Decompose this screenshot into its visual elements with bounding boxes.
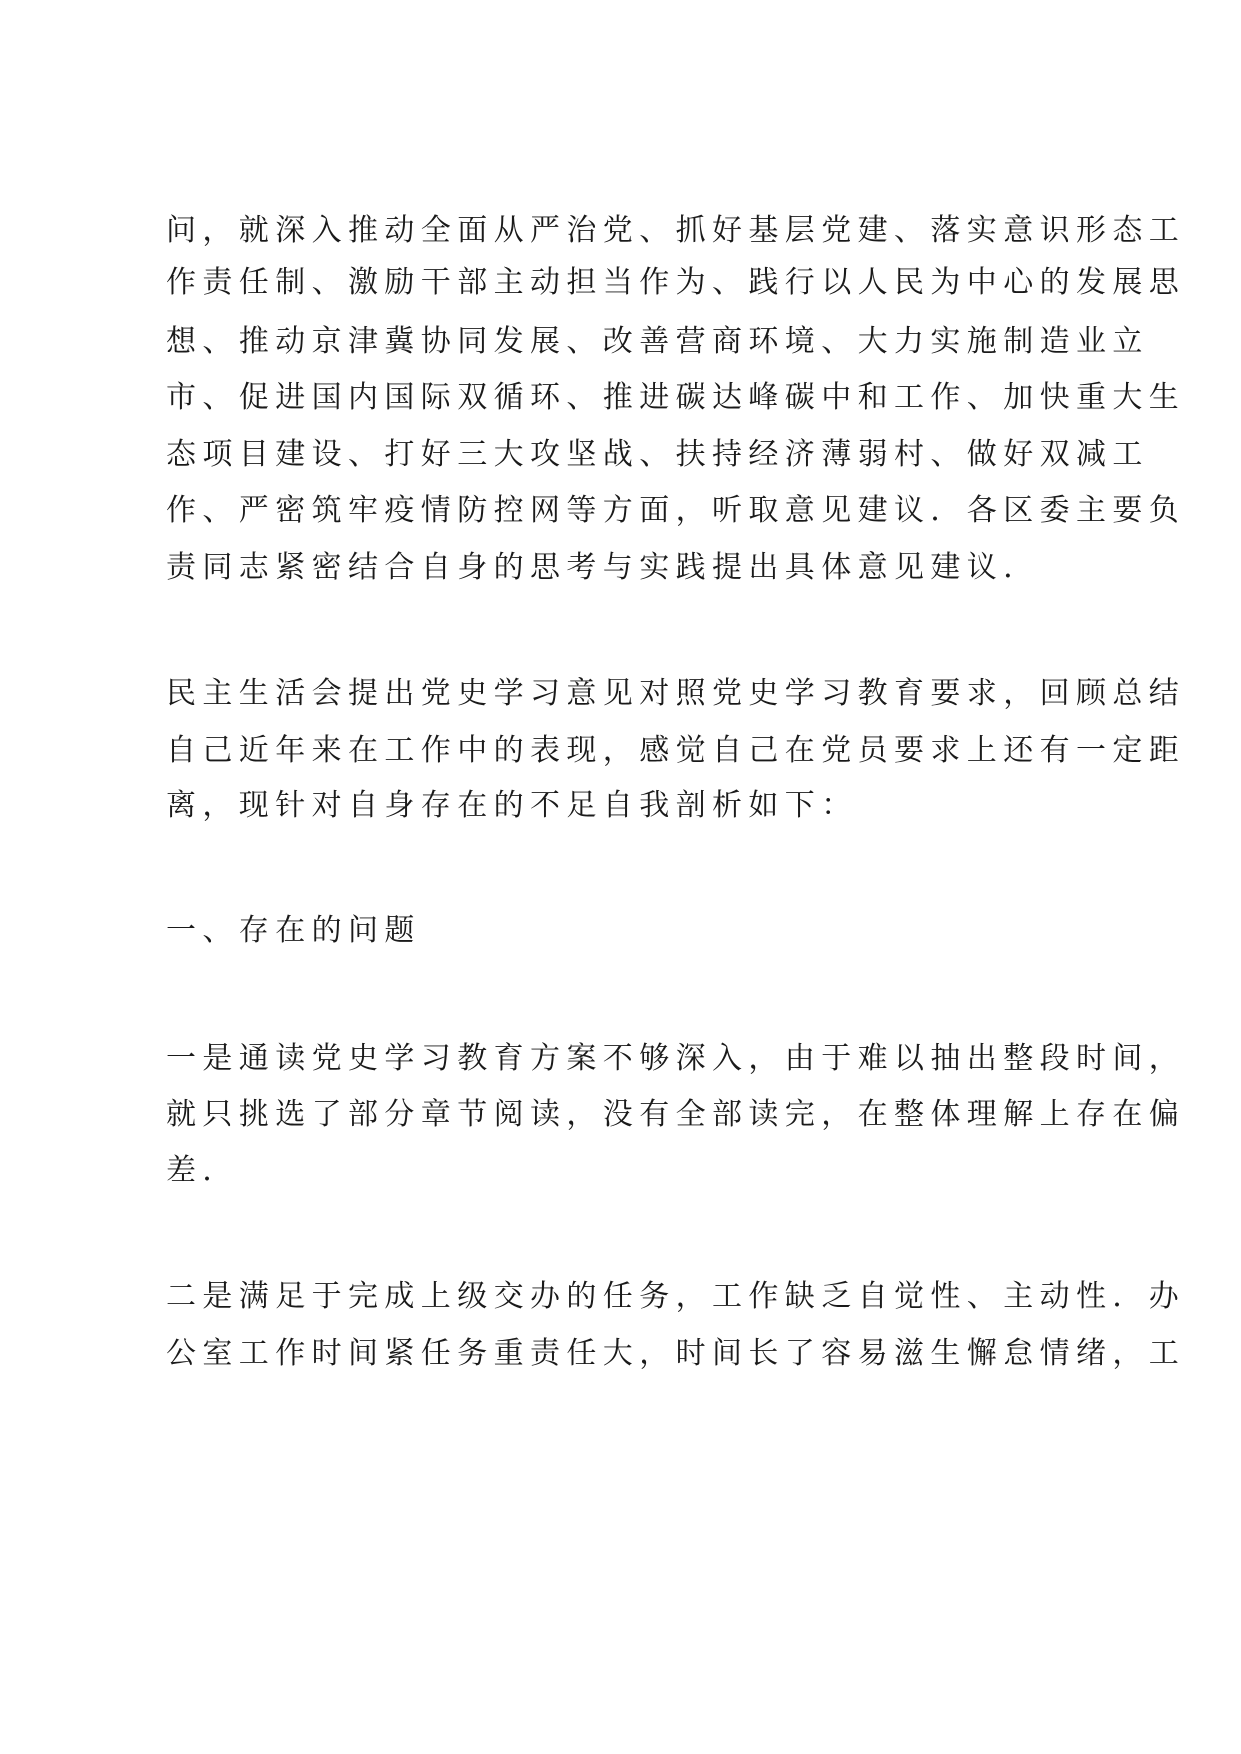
paragraph-2-line-1: 民主生活会提出党史学习意见对照党史学习教育要求，回顾总结	[166, 676, 1186, 711]
paragraph-3-line-2: 就只挑选了部分章节阅读，没有全部读完，在整体理解上存在偏	[166, 1097, 1186, 1132]
paragraph-1-line-6: 作、严密筑牢疫情防控网等方面，听取意见建议．各区委主要负	[166, 493, 1186, 528]
paragraph-1-line-1: 问，就深入推动全面从严治党、抓好基层党建、落实意识形态工	[166, 213, 1186, 248]
paragraph-1-line-3: 想、推动京津冀协同发展、改善营商环境、大力实施制造业立	[166, 324, 1149, 359]
paragraph-4-line-1: 二是满足于完成上级交办的任务，工作缺乏自觉性、主动性．办	[166, 1279, 1186, 1314]
paragraph-3-line-3: 差．	[166, 1153, 239, 1188]
paragraph-1-line-7: 责同志紧密结合自身的思考与实践提出具体意见建议．	[166, 550, 1040, 585]
paragraph-4-line-2: 公室工作时间紧任务重责任大，时间长了容易滋生懈怠情绪，工	[166, 1336, 1186, 1371]
paragraph-1-line-2: 作责任制、激励干部主动担当作为、践行以人民为中心的发展思	[166, 265, 1186, 300]
paragraph-2-line-3: 离，现针对自身存在的不足自我剖析如下：	[166, 788, 858, 823]
section-heading: 一、存在的问题	[166, 913, 421, 948]
paragraph-1-line-4: 市、促进国内国际双循环、推进碳达峰碳中和工作、加快重大生	[166, 380, 1186, 415]
paragraph-3-line-1: 一是通读党史学习教育方案不够深入，由于难以抽出整段时间，	[166, 1041, 1186, 1076]
paragraph-1-line-5: 态项目建设、打好三大攻坚战、扶持经济薄弱村、做好双减工	[166, 437, 1149, 472]
paragraph-2-line-2: 自己近年来在工作中的表现，感觉自己在党员要求上还有一定距	[166, 733, 1186, 768]
